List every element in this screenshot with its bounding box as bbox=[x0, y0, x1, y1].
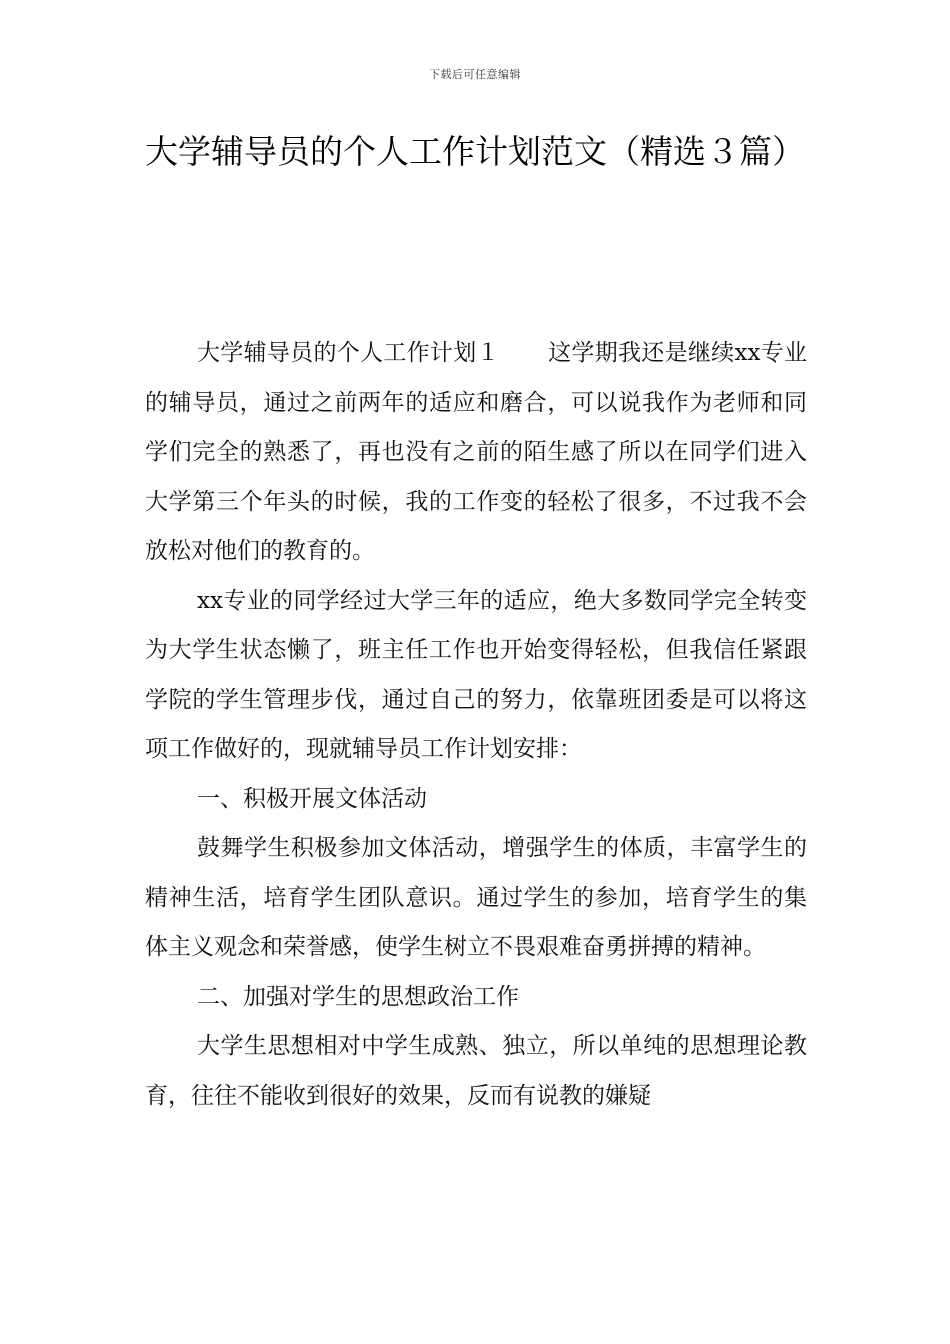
header-note: 下载后可任意编辑 bbox=[429, 68, 521, 81]
paragraph-1 bbox=[145, 329, 807, 577]
paragraph-2: xx专业的同学经过大学三年的适应，绝大多数同学完全转变为大学生状态懒了，班主任工作也开始变得轻松，但我信任紧跟学院的学生管理步伐，通过自己的努力，依靠班团委是可以将这项工作做好的，现就辅导员工作计划安排： bbox=[145, 587, 807, 762]
paragraph-4: 大学生思想相对中学生成熟、独立，所以单纯的思想理论教育，往往不能收到很好的效果，反而有说教的嫌疑 bbox=[145, 1033, 807, 1109]
paragraph-1-text: 这学期我还是继续xx专业的辅导员，通过之前两年的适应和磨合，可以说我作为老师和同学们完全的熟悉了，再也没有之前的陌生感了所以在同学们进入大学第三个年头的时候，我的工作变的轻松了很多，不过我不会放松对他们的教育的。 bbox=[145, 340, 808, 564]
section-heading-1: 大学辅导员的个人工作计划１ bbox=[197, 340, 500, 366]
section-heading-activities: 一、积极开展文体活动 bbox=[197, 785, 427, 812]
paragraph-3: 鼓舞学生积极参加文体活动，增强学生的体质，丰富学生的精神生活，培育学生团队意识。通过学生的参加，培育学生的集体主义观念和荣誉感，使学生树立不畏艰难奋勇拼搏的精神。 bbox=[145, 835, 807, 960]
section-heading-political-work: 二、加强对学生的思想政治工作 bbox=[197, 983, 519, 1010]
document-title: 大学辅导员的个人工作计划范文（精选３篇） bbox=[145, 132, 805, 171]
document-body bbox=[145, 329, 807, 1121]
